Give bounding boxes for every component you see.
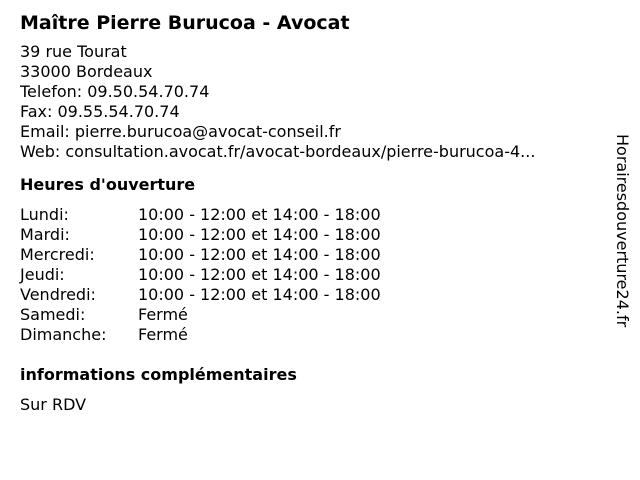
hours-row xyxy=(20,205,610,225)
hours-time: Fermé xyxy=(138,305,188,324)
hours-row xyxy=(20,225,610,245)
phone-line: Telefon: 09.50.54.70.74 xyxy=(20,82,210,101)
hours-day: Mardi: xyxy=(20,225,70,244)
page-title: Maître Pierre Burucoa - Avocat xyxy=(20,12,350,34)
hours-day: Dimanche: xyxy=(20,325,107,344)
hours-day: Samedi: xyxy=(20,305,86,324)
hours-day: Mercredi: xyxy=(20,245,95,264)
hours-time: 10:00 - 12:00 et 14:00 - 18:00 xyxy=(138,265,381,284)
hours-day: Jeudi: xyxy=(20,265,65,284)
web-line: Web: consultation.avocat.fr/avocat-bordeaux/pierre-burucoa-4... xyxy=(20,142,536,161)
info-text: Sur RDV xyxy=(20,395,87,414)
hours-time: 10:00 - 12:00 et 14:00 - 18:00 xyxy=(138,205,381,224)
email-line: Email: pierre.burucoa@avocat-conseil.fr xyxy=(20,122,341,141)
address-block xyxy=(20,42,610,82)
hours-heading: Heures d'ouverture xyxy=(20,175,196,194)
hours-row xyxy=(20,285,610,305)
hours-time: 10:00 - 12:00 et 14:00 - 18:00 xyxy=(138,225,381,244)
hours-row xyxy=(20,325,610,345)
contact-block xyxy=(20,82,610,162)
address-city: 33000 Bordeaux xyxy=(20,62,153,81)
hours-time: Fermé xyxy=(138,325,188,344)
info-heading: informations complémentaires xyxy=(20,365,297,384)
hours-day: Lundi: xyxy=(20,205,69,224)
hours-day: Vendredi: xyxy=(20,285,96,304)
hours-table xyxy=(20,205,610,345)
hours-row xyxy=(20,305,610,325)
address-street: 39 rue Tourat xyxy=(20,42,127,61)
business-card xyxy=(20,10,610,415)
fax-line: Fax: 09.55.54.70.74 xyxy=(20,102,180,121)
hours-time: 10:00 - 12:00 et 14:00 - 18:00 xyxy=(138,285,381,304)
hours-time: 10:00 - 12:00 et 14:00 - 18:00 xyxy=(138,245,381,264)
hours-row xyxy=(20,265,610,285)
hours-row xyxy=(20,245,610,265)
watermark-text: Horairesdouverture24.fr xyxy=(613,134,632,328)
